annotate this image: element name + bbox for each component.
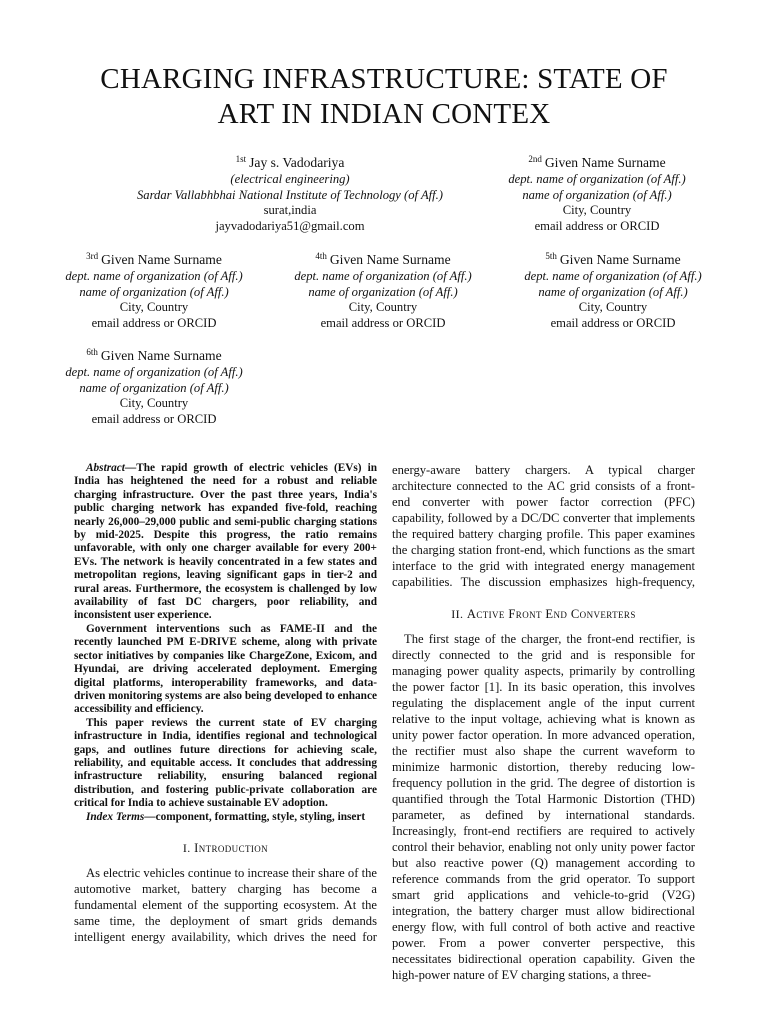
author-name: $^{4th}$ Given Name Surname bbox=[315, 251, 451, 267]
author-org: name of organization (of Aff.) bbox=[79, 284, 229, 299]
author-dept: dept. name of organization (of Aff.) bbox=[65, 269, 243, 283]
active-front-end-paragraph: The first stage of the charger, the front-end rectifier, is directly connected to the grid and is responsible for managing power quality aspects, primarily by controlling the power factor [1]. In its basic operation, this involves regulating the displacement angle of the input current relative to the input voltage, achieving what is known as unity power factor operation. In more advanced operation, the rectifier must also shape the current waveform to minimize harmonic distortion, thereby reducing low-frequency pollution in the grid. The degree of distortion is quantified through the Total Harmonic Distortion (THD) parameter, as defined by international standards. Increasingly, front-end rectifiers are required to actively control their behavior, enabling not only unity power factor but also reactive power (Q) management according to reference commands from the grid operator. To support smart grid applications and vehicle-to-grid (V2G) integration, the battery charger must allow bidirectional energy flow, with full control of both active and reactive power. From a power converter perspective, this necessitates bidirectional operation capability. Given the high-power nature of EV charging stations, a three- bbox=[392, 632, 695, 982]
author-org: name of organization (of Aff.) bbox=[522, 187, 672, 202]
author-location: City, Country bbox=[578, 300, 648, 315]
author-name: $^{3rd}$ Given Name Surname bbox=[86, 251, 222, 267]
author-name: $^{2nd}$ Given Name Surname bbox=[528, 154, 666, 170]
author-location: surat,india bbox=[263, 203, 317, 218]
section-heading-introduction: I. Introduction bbox=[182, 840, 269, 855]
author-block-1 bbox=[90, 153, 490, 234]
author-location: City, Country bbox=[562, 203, 632, 218]
paper-title-line-1: CHARGING INFRASTRUCTURE: STATE OF bbox=[100, 63, 668, 95]
right-column bbox=[392, 462, 695, 983]
author-block-4 bbox=[283, 250, 483, 331]
author-dept: (electrical engineering) bbox=[230, 172, 350, 186]
index-terms-label: Index Terms bbox=[86, 810, 145, 823]
author-dept: dept. name of organization (of Aff.) bbox=[508, 172, 686, 186]
author-org: name of organization (of Aff.) bbox=[308, 284, 458, 299]
author-location: City, Country bbox=[119, 396, 189, 411]
left-column bbox=[74, 462, 377, 945]
paper-title bbox=[40, 62, 728, 132]
author-contact: email address or ORCID bbox=[550, 315, 676, 330]
author-org: name of organization (of Aff.) bbox=[79, 380, 229, 395]
author-org: name of organization (of Aff.) bbox=[538, 284, 688, 299]
abstract-paragraph-1: Abstract—The rapid growth of electric vehicles (EVs) in India has heightened the need for a robust and reliable charging infrastructure. Over the past three years, India's public charging network has expanded five-fold, reaching nearly 26,000–29,000 public and semi-public charging stations by mid-2025. Despite this progress, the ratio remains unfavorable, with only one charger available for every 200+ EVs. The network is heavily concentrated in a few states and metropolitan regions, leaving significant gaps in tier-2 and rural areas. Furthermore, the ecosystem is challenged by low availability of fast DC chargers, poor reliability, and inconsistent user experience. bbox=[74, 462, 377, 622]
author-block-5 bbox=[513, 250, 713, 331]
introduction-paragraph: As electric vehicles continue to increase their share of the automotive market, battery charging has become a fundamental element of the supporting ecosystem. At the same time, the deployment of smart grids demands intelligent energy availability, which drives the need for bbox=[74, 865, 377, 944]
introduction-continued bbox=[392, 462, 695, 590]
author-name: $^{6th}$ Given Name Surname bbox=[86, 347, 222, 363]
author-location: City, Country bbox=[348, 300, 418, 315]
author-org: Sardar Vallabhbhai National Institute of Technology (of Aff.) bbox=[137, 187, 443, 202]
introduction-paragraph-continued: energy-aware battery chargers. A typical charger architecture connected to the AC grid consists of a front-end converter with power factor correction (PFC) capability, followed by a DC/DC converter that implements the required battery charging profile. This paper examines the charging station front-end, which functions as the smart interface to the grid with integrated energy management capabilities. The discussion emphasizes high-frequency, bbox=[392, 463, 695, 589]
author-contact: email address or ORCID bbox=[534, 218, 660, 233]
active-front-end-body bbox=[392, 631, 695, 983]
author-contact: email address or ORCID bbox=[91, 411, 217, 426]
abstract-label: Abstract bbox=[86, 462, 125, 474]
abstract bbox=[74, 462, 377, 824]
author-name: $^{5th}$ Given Name Surname bbox=[545, 251, 681, 267]
author-block-6 bbox=[54, 346, 254, 427]
paper-title-line-2: ART IN INDIAN CONTEX bbox=[217, 98, 551, 130]
abstract-paragraph-3: This paper reviews the current state of EV charging infrastructure in India, identifies regional and technological gaps, and outlines future directions for achieving scale, reliability, and equitable access. It concludes that addressing infrastructure reliability, ensuring balanced regional distribution, and fostering public-private collaboration are critical for India to achieve sustainable EV adoption. bbox=[74, 716, 377, 810]
index-terms: Index Terms—component, formatting, style, styling, insert bbox=[86, 810, 366, 823]
author-block-3 bbox=[54, 250, 254, 331]
author-contact: jayvadodariya51@gmail.com bbox=[215, 218, 365, 233]
author-block-2 bbox=[497, 153, 697, 234]
section-heading-active-front-end-converters: II. Active Front End Converters bbox=[451, 607, 636, 621]
author-dept: dept. name of organization (of Aff.) bbox=[65, 365, 243, 379]
abstract-paragraph-2: Government interventions such as FAME-II and the recently launched PM E-DRIVE scheme, along with private sector initiatives by companies like ChargeZone, Exicom, and Hyundai, are driving accelerated deployment. Emerging digital platforms, interoperability frameworks, and data-driven monitoring systems are also being developed to enhance accessibility and efficiency. bbox=[74, 622, 377, 716]
author-contact: email address or ORCID bbox=[91, 315, 217, 330]
author-dept: dept. name of organization (of Aff.) bbox=[524, 269, 702, 283]
author-name: $^{1st}$ Jay s. Vadodariya bbox=[235, 154, 345, 170]
author-location: City, Country bbox=[119, 300, 189, 315]
author-contact: email address or ORCID bbox=[320, 315, 446, 330]
introduction-body bbox=[74, 865, 377, 945]
author-dept: dept. name of organization (of Aff.) bbox=[294, 269, 472, 283]
